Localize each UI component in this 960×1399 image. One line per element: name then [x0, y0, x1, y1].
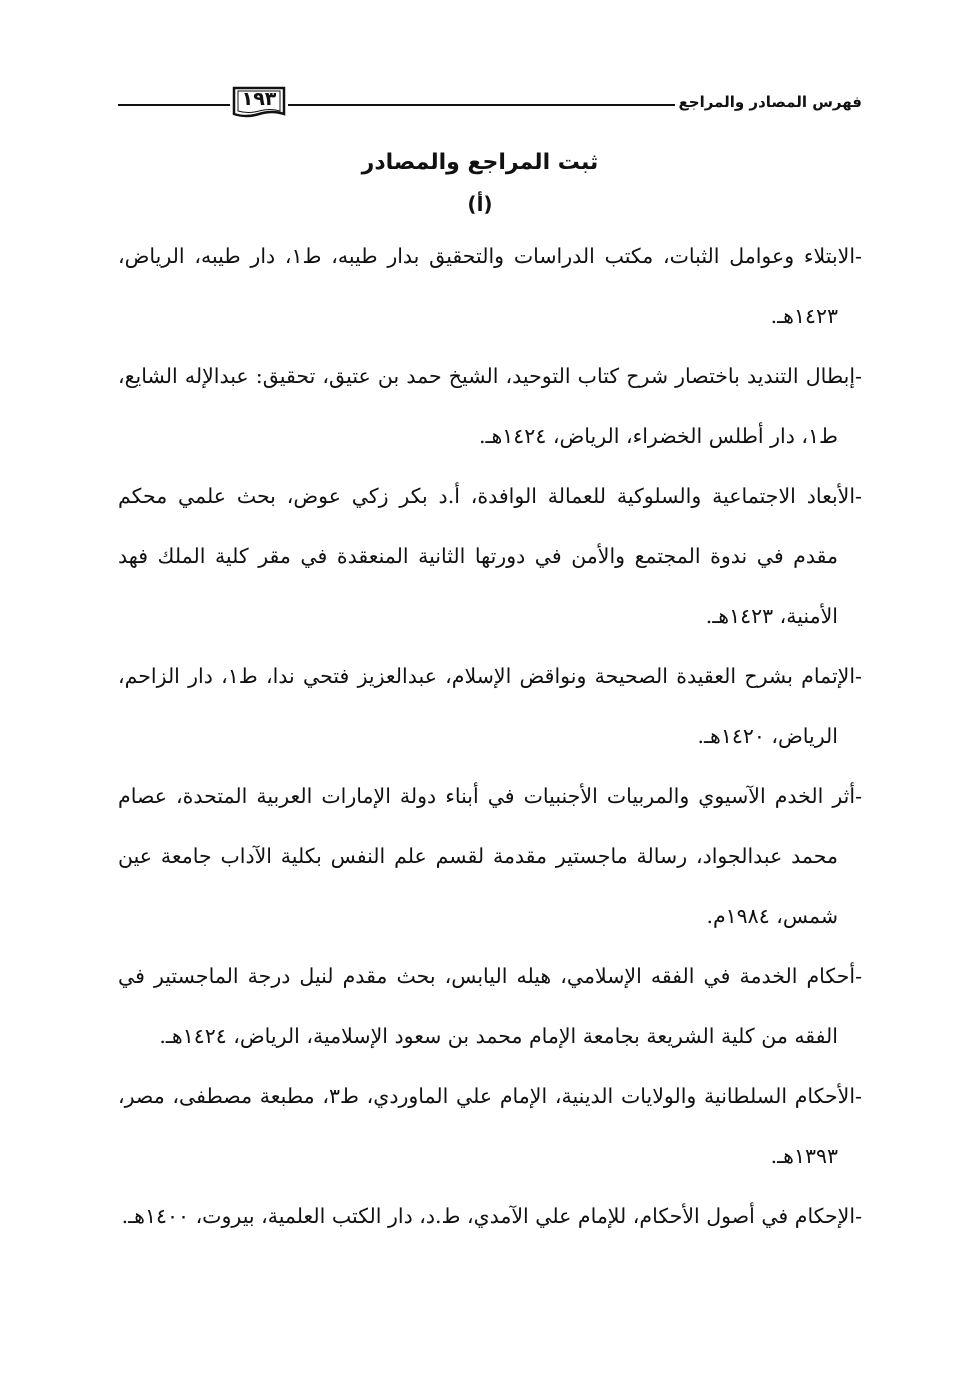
- bibliography-entry: -الأحكام السلطانية والولايات الدينية، الإمام علي الماوردي، ط٣، مطبعة مصطفى، مصر، ١٣٩٣هـ.: [118, 1084, 862, 1168]
- page-number: ١٩٣: [241, 88, 277, 110]
- bibliography-entry: -أثر الخدم الآسيوي والمربيات الأجنبيات في أبناء دولة الإمارات العربية المتحدة، عصام محمد عبدالجواد، رسالة ماجستير مقدمة لقسم علم النفس بكلية الآداب جامعة عين شمس، ١٩٨٤م.: [118, 784, 862, 928]
- bibliography-entry: -الابتلاء وعوامل الثبات، مكتب الدراسات والتحقيق بدار طيبه، ط١، دار طيبه، الرياض، ١٤٢٣هـ.: [118, 244, 862, 328]
- page-title: ثبت المراجع والمصادر: [361, 150, 599, 175]
- bibliography-entry: -الأبعاد الاجتماعية والسلوكية للعمالة الوافدة، أ.د بكر زكي عوض، بحث علمي محكم مقدم في ندوة المجتمع والأمن في دورتها الثانية المنعقدة في مقر كلية الملك فهد الأمنية، ١٤٢٣هـ.: [118, 484, 862, 628]
- bibliography-entry: -الإتمام بشرح العقيدة الصحيحة ونواقض الإسلام، عبدالعزيز فتحي ندا، ط١، دار الزاحم، الرياض، ١٤٢٠هـ.: [118, 664, 862, 748]
- running-title: فهرس المصادر والمراجع: [675, 93, 862, 111]
- running-header: [118, 80, 862, 130]
- bibliography-entry: -إبطال التنديد باختصار شرح كتاب التوحيد، الشيخ حمد بن عتيق، تحقيق: عبدالإله الشايع، ط١، دار أطلس الخضراء، الرياض، ١٤٢٤هـ.: [118, 364, 862, 448]
- bibliography-list: [118, 226, 862, 1246]
- bibliography-entry: -الإحكام في أصول الأحكام، للإمام علي الآمدي، ط.د، دار الكتب العلمية، بيروت، ١٤٠٠هـ.: [121, 1204, 862, 1228]
- page-number-frame: [230, 82, 288, 122]
- section-letter: (أ): [467, 192, 493, 216]
- bibliography-entry: -أحكام الخدمة في الفقه الإسلامي، هيله اليابس، بحث مقدم لنيل درجة الماجستير في الفقه من كلية الشريعة بجامعة الإمام محمد بن سعود الإسلامية، الرياض، ١٤٢٤هـ.: [118, 964, 862, 1048]
- header-rule-left: [118, 104, 230, 106]
